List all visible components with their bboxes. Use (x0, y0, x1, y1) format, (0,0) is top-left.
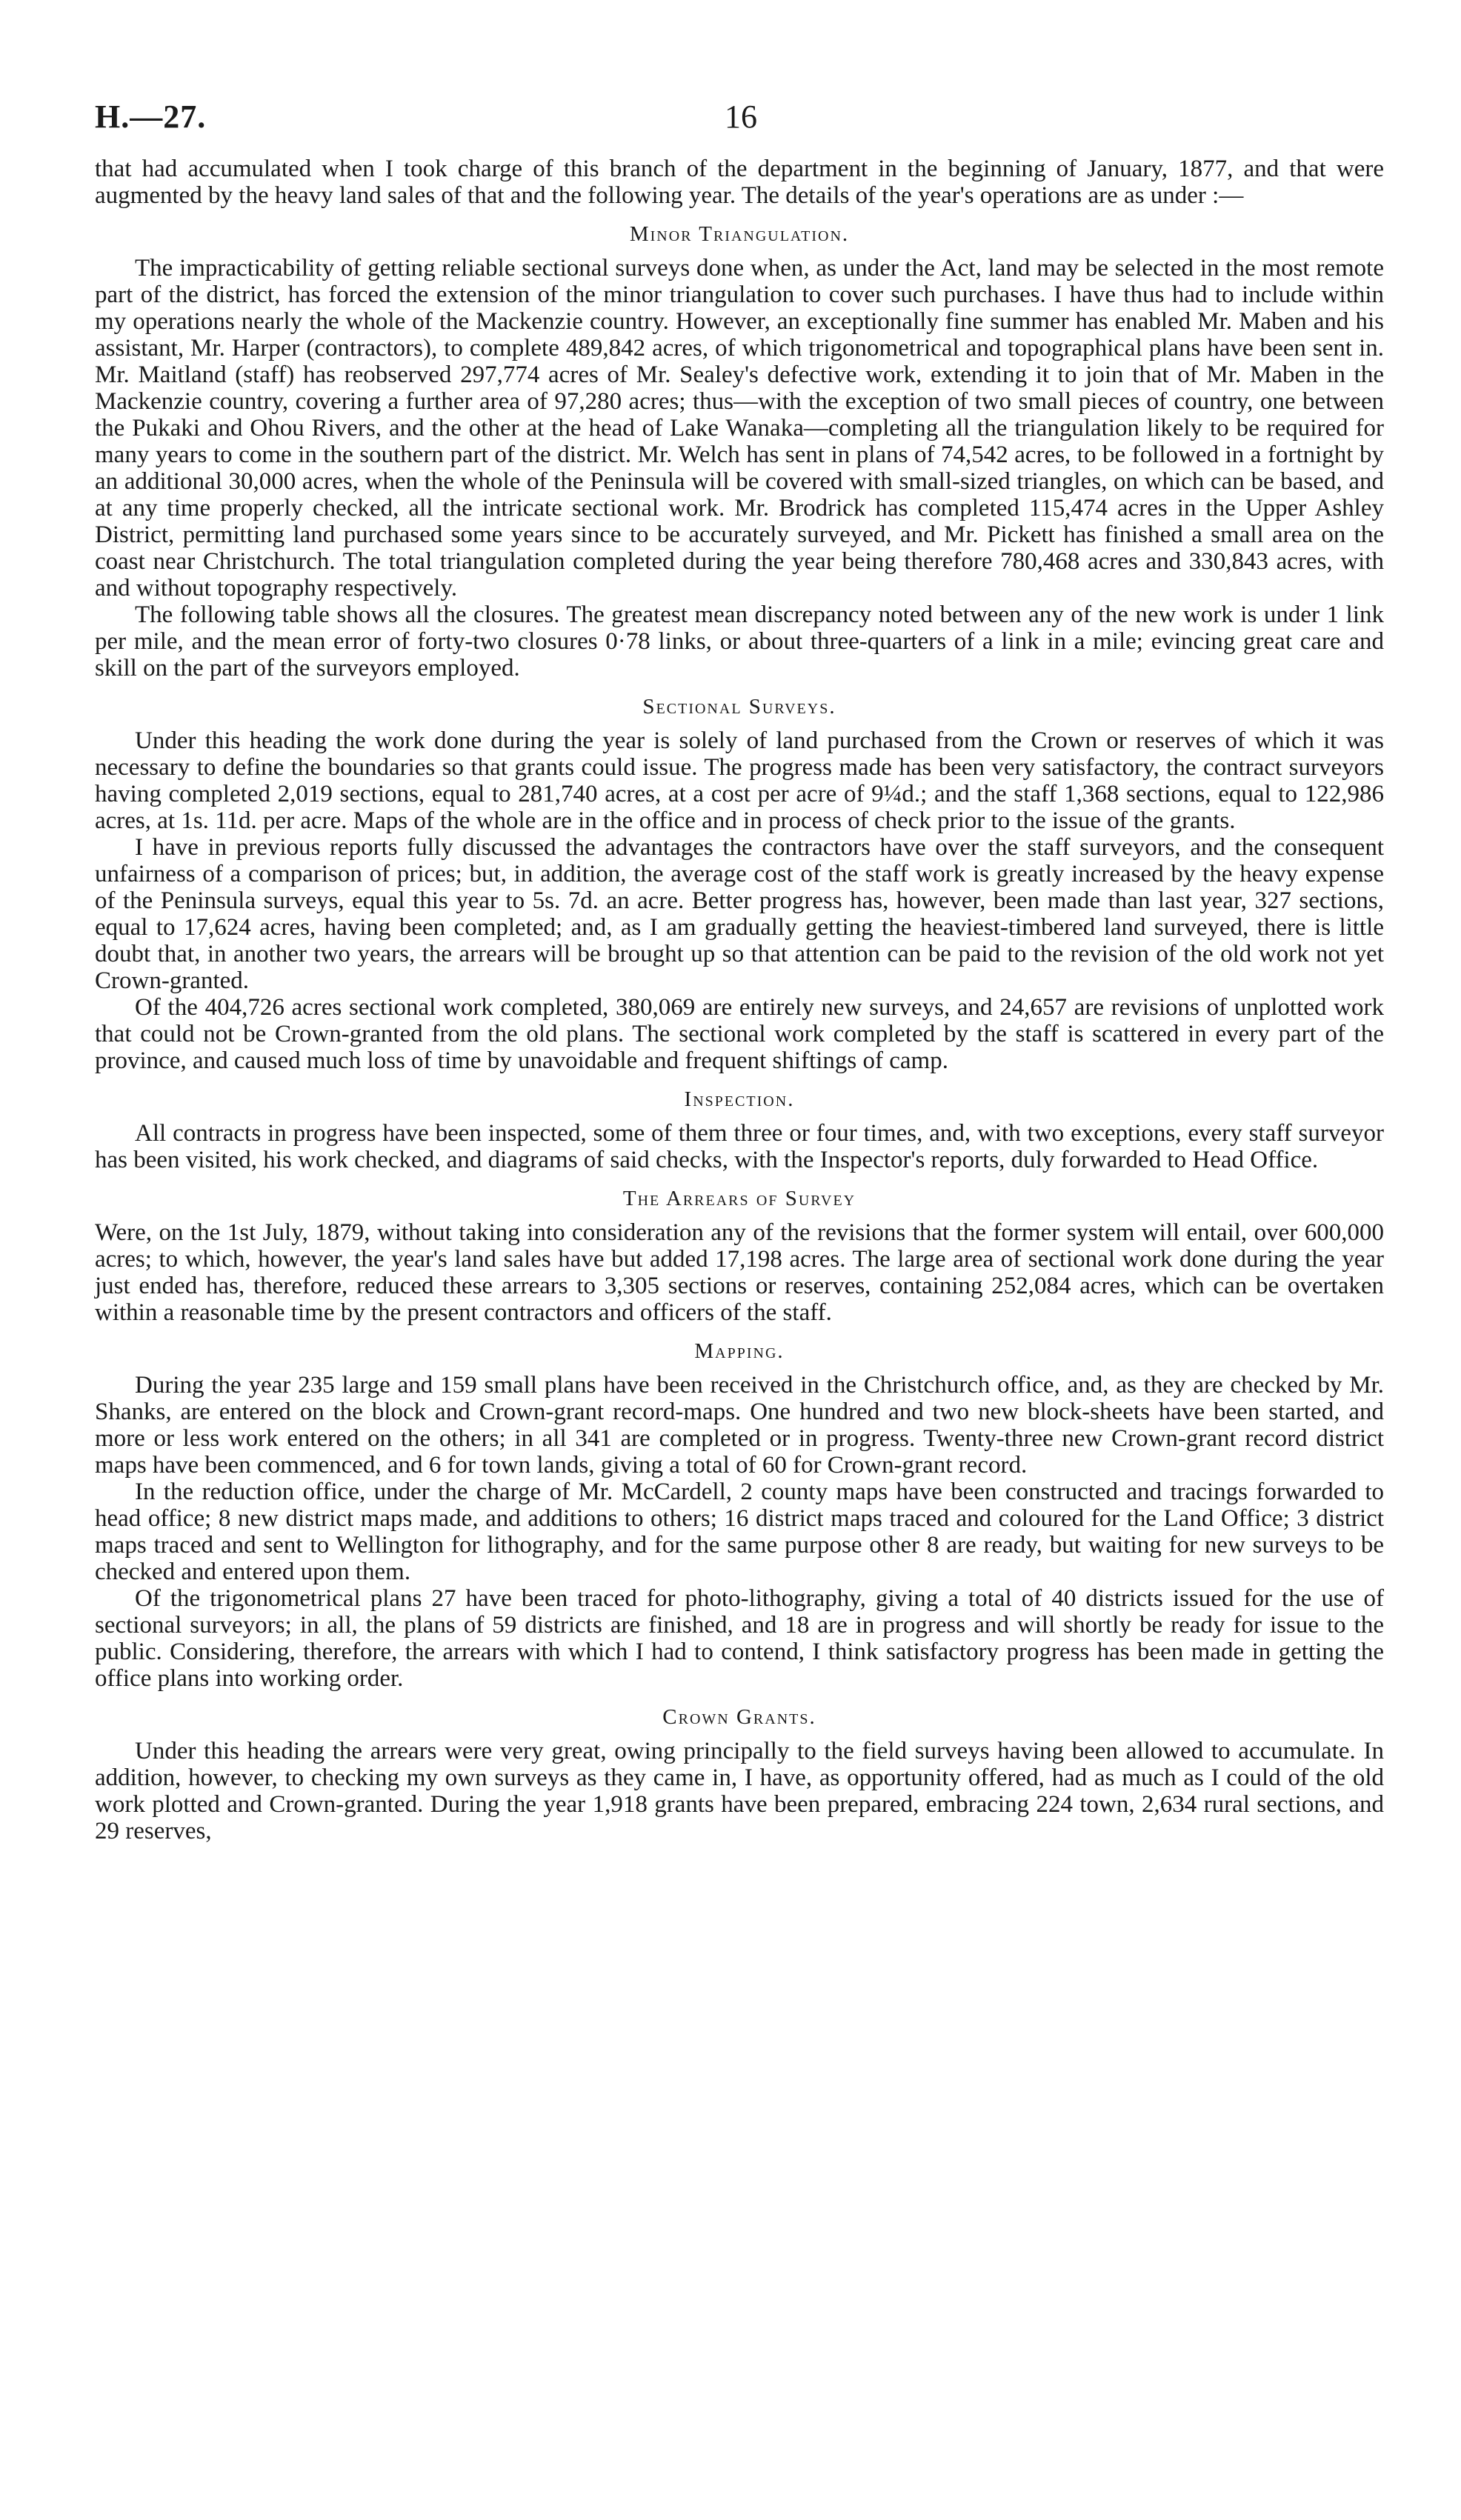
paragraph: I have in previous reports fully discussed the advantages the contractors have over the staff surveyors, and the consequent unfairness of a comparison of prices; but, in addition, the average cost of the staff work is greatly increased by the heavy expense of the Peninsula surveys, equal this year to 5s. 7d. an acre. Better progress has, however, been made than last year, 327 sections, equal to 17,624 acres, having been completed; and, as I am gradually getting the heaviest-timbered land surveyed, there is little doubt that, in another two years, the arrears will be brought up so that attention can be paid to the revision of the old work not yet Crown-granted. (95, 834, 1384, 994)
paragraph: During the year 235 large and 159 small plans have been received in the Christchurch office, and, as they are checked by Mr. Shanks, are entered on the block and Crown-grant record-maps. One hundred and two new block-sheets have been started, and more or less work entered on the others; in all 341 are completed or in progress. Twenty-three new Crown-grant record district maps have been commenced, and 6 for town lands, giving a total of 60 for Crown-grant record. (95, 1372, 1384, 1479)
paragraph: Of the trigonometrical plans 27 have been traced for photo-lithography, giving a total of 40 districts issued for the use of sectional surveyors; in all, the plans of 59 districts are finished, and 18 are in progress and will shortly be ready for issue to the public. Considering, therefore, the arrears with which I had to contend, I think satisfactory progress has been made in getting the office plans into working order. (95, 1585, 1384, 1692)
paragraph: Under this heading the arrears were very great, owing principally to the field surveys having been allowed to accumulate. In addition, however, to checking my own surveys as they came in, I have, as opportunity offered, had as much as I could of the old work plotted and Crown-granted. During the year 1,918 grants have been prepared, embracing 224 town, 2,634 rural sections, and 29 reserves, (95, 1738, 1384, 1844)
document-page (95, 89, 1384, 1844)
paragraph: Were, on the 1st July, 1879, without taking into consideration any of the revisions that the former system will entail, over 600,000 acres; to which, however, the year's land sales have but added 17,198 acres. The large area of sectional work done during the year just ended has, therefore, reduced these arrears to 3,305 sections or reserves, containing 252,084 acres, which can be overtaken within a reasonable time by the present contractors and officers of the staff. (95, 1219, 1384, 1326)
heading-crown-grants: Crown Grants. (662, 1705, 816, 1729)
heading-inspection: Inspection. (684, 1087, 795, 1111)
paragraph: All contracts in progress have been inspected, some of them three or four times, and, with two exceptions, every staff surveyor has been visited, his work checked, and diagrams of said checks, with the Inspector's reports, duly forwarded to Head Office. (95, 1120, 1384, 1173)
document-reference: H.—27. (95, 99, 207, 135)
paragraph: Of the 404,726 acres sectional work completed, 380,069 are entirely new surveys, and 24,657 are revisions of unplotted work that could not be Crown-granted from the old plans. The sectional work completed by the staff is scattered in every part of the province, and caused much loss of time by unavoidable and frequent shiftings of camp. (95, 994, 1384, 1074)
paragraph: Under this heading the work done during the year is solely of land purchased from the Crown or reserves of which it was necessary to define the boundaries so that grants could issue. The progress made has been very satisfactory, the contract surveyors having completed 2,019 sections, equal to 281,740 acres, at a cost per acre of 9¼d.; and the staff 1,368 sections, equal to 122,986 acres, at 1s. 11d. per acre. Maps of the whole are in the office and in process of check prior to the issue of the grants. (95, 727, 1384, 834)
heading-mapping: Mapping. (694, 1339, 785, 1363)
page-number: 16 (725, 99, 757, 135)
paragraph: In the reduction office, under the charge of Mr. McCardell, 2 county maps have been constructed and tracings forwarded to head office; 8 new district maps made, and additions to others; 16 district maps traced and coloured for the Land Office; 3 district maps traced and sent to Wellington for lithography, and for the same purpose other 8 are ready, but waiting for new surveys to be checked and entered upon them. (95, 1479, 1384, 1585)
paragraph: The following table shows all the closures. The greatest mean discrepancy noted between any of the new work is under 1 link per mile, and the mean error of forty-two closures 0·78 links, or about three-quarters of a link in a mile; evincing great care and skill on the part of the surveyors employed. (95, 601, 1384, 681)
heading-sectional-surveys: Sectional Surveys. (642, 695, 836, 719)
intro-paragraph: that had accumulated when I took charge of this branch of the department in the beginning of January, 1877, and that were augmented by the heavy land sales of that and the following year. The details of the year's operations are as under :— (95, 156, 1384, 209)
heading-minor-triangulation: Minor Triangulation. (629, 222, 850, 246)
page-header (95, 89, 1384, 156)
heading-arrears-of-survey: The Arrears of Survey (622, 1187, 856, 1210)
paragraph: The impracticability of getting reliable sectional surveys done when, as under the Act, land may be selected in the most remote part of the district, has forced the extension of the minor triangulation to cover such purchases. I have thus had to include within my operations nearly the whole of the Mackenzie country. However, an exceptionally fine summer has enabled Mr. Maben and his assistant, Mr. Harper (contractors), to complete 489,842 acres, of which trigonometrical and topographical plans have been sent in. Mr. Maitland (staff) has reobserved 297,774 acres of Mr. Sealey's defective work, extending it to join that of Mr. Maben in the Mackenzie country, covering a further area of 97,280 acres; thus—with the exception of two small pieces of country, one between the Pukaki and Ohou Rivers, and the other at the head of Lake Wanaka—completing all the triangulation likely to be required for many years to come in the southern part of the district. Mr. Welch has sent in plans of 74,542 acres, to be followed in a fortnight by an additional 30,000 acres, when the whole of the Peninsula will be covered with small-sized triangles, on which can be based, and at any time properly checked, all the intricate sectional work. Mr. Brodrick has completed 115,474 acres in the Upper Ashley District, permitting land purchased some years since to be accurately surveyed, and Mr. Pickett has finished a small area on the coast near Christchurch. The total triangulation completed during the year being therefore 780,468 acres and 330,843 acres, with and without topography respectively. (95, 255, 1384, 601)
